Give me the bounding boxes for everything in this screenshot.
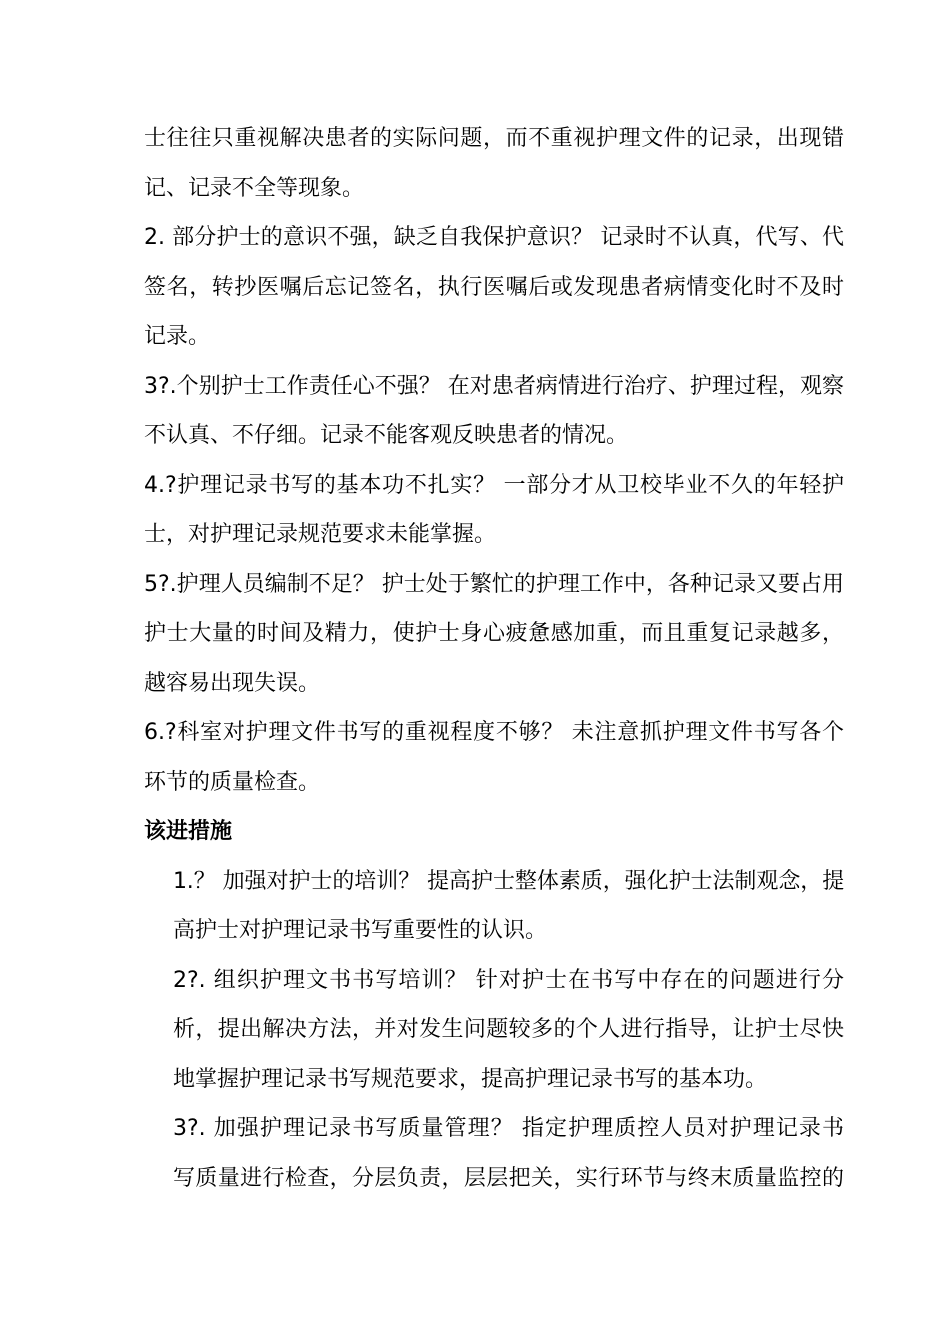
paragraph-line: 5?.护理人员编制不足？ 护士处于繁忙的护理工作中，各种记录又要占用 xyxy=(144,571,844,597)
paragraph-line: 不认真、不仔细。记录不能客观反映患者的情况。 xyxy=(144,423,629,448)
section-heading: 该进措施 xyxy=(144,819,233,844)
paragraph-line: 2. 部分护士的意识不强，缺乏自我保护意识？ 记录时不认真，代写、代 xyxy=(144,225,844,250)
list-item-line: 高护士对护理记录书写重要性的认识。 xyxy=(173,918,548,943)
paragraph-line: 记、记录不全等现象。 xyxy=(144,175,365,201)
list-item-line: 写质量进行检查，分层负责，层层把关，实行环节与终末质量监控的 xyxy=(173,1165,844,1191)
paragraph-line: 士，对护理记录规范要求未能掌握。 xyxy=(144,522,497,547)
list-item-line: 析，提出解决方法，并对发生问题较多的个人进行指导，让护士尽快 xyxy=(173,1017,844,1042)
document-body xyxy=(144,114,844,1203)
list-item-line: 1.？ 加强对护士的培训？ 提高护士整体素质，强化护士法制观念，提 xyxy=(173,868,844,894)
paragraph-line: 记录。 xyxy=(144,324,211,349)
paragraph-line: 越容易出现失误。 xyxy=(144,670,321,696)
paragraph-line: 环节的质量检查。 xyxy=(144,769,321,795)
paragraph-line: 签名，转抄医嘱后忘记签名，执行医嘱后或发现患者病情变化时不及时 xyxy=(144,274,844,300)
paragraph-line: 4.?护理记录书写的基本功不扎实？ 一部分才从卫校毕业不久的年轻护 xyxy=(144,472,844,498)
paragraph-line: 护士大量的时间及精力，使护士身心疲惫感加重，而且重复记录越多， xyxy=(144,621,844,646)
list-item-line: 3?. 加强护理记录书写质量管理？ 指定护理质控人员对护理记录书 xyxy=(173,1116,844,1141)
paragraph-line: 3?.个别护士工作责任心不强？ 在对患者病情进行治疗、护理过程，观察 xyxy=(144,373,844,399)
paragraph-line: 士往往只重视解决患者的实际问题，而不重视护理文件的记录，出现错 xyxy=(144,126,844,151)
paragraph-line: 6.?科室对护理文件书写的重视程度不够？ 未注意抓护理文件书写各个 xyxy=(144,720,844,745)
list-item-line: 2?. 组织护理文书书写培训？ 针对护士在书写中存在的问题进行分 xyxy=(173,967,844,993)
list-item-line: 地掌握护理记录书写规范要求，提高护理记录书写的基本功。 xyxy=(173,1066,768,1092)
